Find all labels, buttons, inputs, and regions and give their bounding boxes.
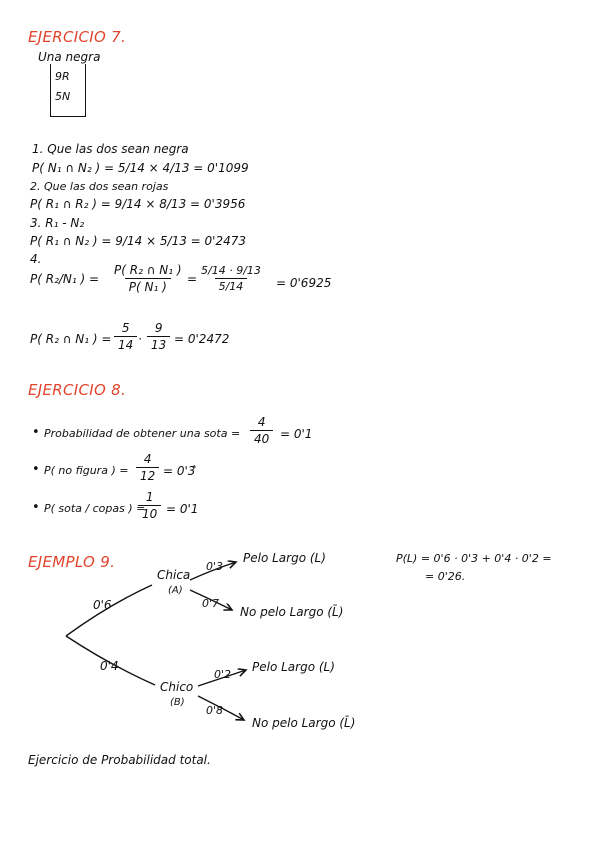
q4-lhs: P( R₂/N₁ ) = xyxy=(30,272,100,286)
leaf-chica-nl: No pelo Largo (L̄) xyxy=(240,605,344,619)
b3-result: = 0'1 xyxy=(166,502,199,516)
node-chica-sub: (A) xyxy=(168,585,183,596)
prob-chico: 0'4 xyxy=(100,659,119,673)
footer-note: Ejercicio de Probabilidad total. xyxy=(28,753,211,767)
urn-red-count: 9R xyxy=(55,70,70,83)
extra-dot: · xyxy=(138,332,142,346)
exercise-8-title: EJERCICIO 8. xyxy=(28,381,127,399)
extra-fraction-1-numerator: 5 xyxy=(121,321,130,335)
b3-fraction-numerator: 1 xyxy=(145,490,154,504)
extra-lhs: P( R₂ ∩ N₁ ) = xyxy=(30,332,112,346)
extra-result: = 0'2472 xyxy=(174,332,230,346)
total-probability-line-1: P(L) = 0'6 · 0'3 + 0'4 · 0'2 = xyxy=(396,552,552,565)
b1-fraction-numerator: 4 xyxy=(257,415,266,429)
q4-equals: = xyxy=(187,272,198,286)
prob-chica: 0'6 xyxy=(93,598,112,612)
b2-text: P( no figura ) = xyxy=(44,464,129,477)
q3-label: 3. R₁ - N₂ xyxy=(30,216,85,230)
extra-fraction-2-numerator: 9 xyxy=(154,321,163,335)
bullet-1: • xyxy=(32,425,40,440)
bullet-3: • xyxy=(32,500,40,515)
q4-fraction-numerator: P( R₂ ∩ N₁ ) xyxy=(114,263,182,277)
q2-label: 2. Que las dos sean rojas xyxy=(30,180,169,193)
total-probability-line-2: = 0'26. xyxy=(425,570,466,583)
exercise-7-title: EJERCICIO 7. xyxy=(28,28,127,46)
example-9-title: EJEMPLO 9. xyxy=(28,553,116,571)
leaf-chico-l: Pelo Largo (L) xyxy=(252,660,335,674)
q4-fraction-2-denominator: 5/14 xyxy=(215,278,248,293)
prob-chico-nl: 0'8 xyxy=(206,704,224,717)
b2-fraction-numerator: 4 xyxy=(143,452,152,466)
q1-label: 1. Que las dos sean negra xyxy=(32,142,189,156)
urn-black-count: 5N xyxy=(55,90,71,103)
extra-fraction-1-denominator: 14 xyxy=(114,336,137,352)
q1-formula: P( N₁ ∩ N₂ ) = 5/14 × 4/13 = 0'1099 xyxy=(32,161,249,175)
prob-chica-nl: 0'7 xyxy=(202,597,220,610)
b1-fraction-denominator: 40 xyxy=(250,430,273,446)
q4-fraction-denominator: P( N₁ ) xyxy=(125,278,171,294)
prob-chica-l: 0'3 xyxy=(206,560,224,573)
q4-result: = 0'6925 xyxy=(276,276,332,290)
bullet-2: • xyxy=(32,462,40,477)
b3-text: P( sota / copas ) = xyxy=(44,502,146,515)
b1-result: = 0'1 xyxy=(280,427,313,441)
q4-fraction-2-numerator: 5/14 · 9/13 xyxy=(201,264,261,277)
leaf-chico-nl: No pelo Largo (L̄) xyxy=(252,716,356,730)
q3-formula: P( R₁ ∩ N₂ ) = 9/14 × 5/13 = 0'2473 xyxy=(30,234,246,248)
prob-chico-l: 0'2 xyxy=(214,668,232,681)
leaf-chica-l: Pelo Largo (L) xyxy=(243,551,326,565)
b1-text: Probabilidad de obtener una sota = xyxy=(44,427,241,440)
node-chica: Chica xyxy=(157,568,191,582)
urn-label: Una negra xyxy=(38,50,101,64)
b2-fraction-denominator: 12 xyxy=(136,467,159,483)
node-chico: Chico xyxy=(160,680,194,694)
b2-result: = 0'3̂ xyxy=(163,464,196,478)
node-chico-sub: (B) xyxy=(170,697,185,708)
q4-label: 4. xyxy=(30,252,42,266)
extra-fraction-2-denominator: 13 xyxy=(147,336,170,352)
b3-fraction-denominator: 10 xyxy=(138,505,161,521)
q2-formula: P( R₁ ∩ R₂ ) = 9/14 × 8/13 = 0'3956 xyxy=(30,197,246,211)
